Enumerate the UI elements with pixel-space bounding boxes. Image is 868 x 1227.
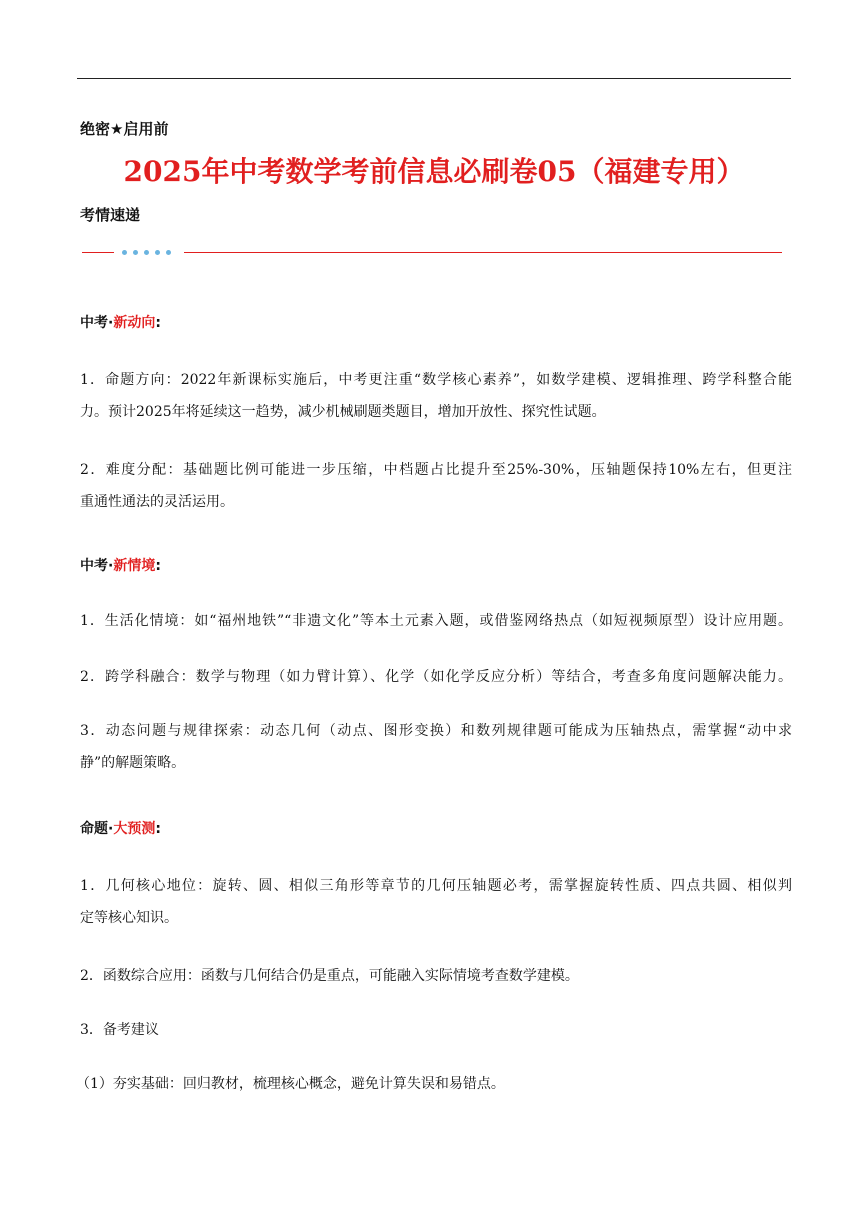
- paragraph-line: 1．命题方向：2022年新课标实施后，中考更注重“数学核心素养”，如数学建模、逻辑推理、跨学科整合能: [80, 372, 792, 388]
- paragraph-line: 1．几何核心地位：旋转、圆、相似三角形等章节的几何压轴题必考，需掌握旋转性质、四点共圆、相似判: [80, 878, 792, 894]
- section-subtitle: 考情速递: [80, 206, 141, 224]
- secret-label: 绝密★启用前: [80, 120, 169, 138]
- decorative-divider: [82, 246, 782, 260]
- divider-dot: [166, 250, 171, 255]
- divider-dot: [155, 250, 160, 255]
- paragraph-line: 定等核心知识。: [80, 910, 178, 926]
- paragraph: [80, 715, 792, 779]
- paragraph: [80, 960, 792, 992]
- divider-dot: [133, 250, 138, 255]
- top-rule: [77, 78, 791, 79]
- section-heading-prefix: 命题·: [80, 821, 114, 837]
- paragraph: [80, 364, 792, 428]
- paragraph: [80, 605, 792, 637]
- paragraph: [76, 1068, 788, 1100]
- paragraph-line: 重通性通法的灵活运用。: [80, 494, 234, 510]
- section-heading-prefix: 中考·: [80, 315, 114, 331]
- divider-dot: [122, 250, 127, 255]
- paragraph-line: 3．备考建议: [80, 1022, 159, 1038]
- section-heading-suffix: :: [155, 315, 161, 331]
- divider-right-segment: [184, 252, 782, 253]
- section-heading-highlight: 新情境: [113, 558, 156, 574]
- section-heading-highlight: 新动向: [113, 315, 156, 331]
- section-heading-prefix: 中考·: [80, 558, 114, 574]
- paragraph-line: 1．生活化情境：如“福州地铁”“非遗文化”等本土元素入题，或借鉴网络热点（如短视频原型）设计应用题。: [80, 613, 792, 629]
- paragraph-line: （1）夯实基础：回归教材，梳理核心概念，避免计算失误和易错点。: [76, 1076, 505, 1092]
- section-heading-suffix: :: [155, 821, 161, 837]
- divider-left-segment: [82, 252, 114, 253]
- divider-dot: [144, 250, 149, 255]
- paragraph-line: 3．动态问题与规律探索：动态几何（动点、图形变换）和数列规律题可能成为压轴热点，需掌握“动中求: [80, 723, 792, 739]
- paragraph-line: 力。预计2025年将延续这一趋势，减少机械刷题类题目，增加开放性、探究性试题。: [80, 404, 606, 420]
- section-heading-big-predictions: [80, 818, 161, 838]
- section-heading-suffix: :: [155, 558, 161, 574]
- paragraph: [80, 454, 792, 518]
- section-heading-new-trends: [80, 312, 161, 332]
- paragraph: [80, 661, 792, 693]
- paragraph: [80, 1014, 792, 1046]
- paragraph-line: 2．函数综合应用：函数与几何结合仍是重点，可能融入实际情境考查数学建模。: [80, 968, 579, 984]
- paragraph-line: 2．难度分配：基础题比例可能进一步压缩，中档题占比提升至25%-30%，压轴题保持10%左右，但更注: [80, 462, 792, 478]
- paragraph-line: 2．跨学科融合：数学与物理（如力臂计算）、化学（如化学反应分析）等结合，考查多角度问题解决能力。: [80, 669, 792, 685]
- paragraph: [80, 870, 792, 934]
- section-heading-highlight: 大预测: [113, 821, 156, 837]
- section-heading-new-contexts: [80, 555, 161, 575]
- paragraph-line: 静”的解题策略。: [80, 755, 186, 771]
- page-title: 2025年中考数学考前信息必刷卷05（福建专用）: [123, 155, 745, 188]
